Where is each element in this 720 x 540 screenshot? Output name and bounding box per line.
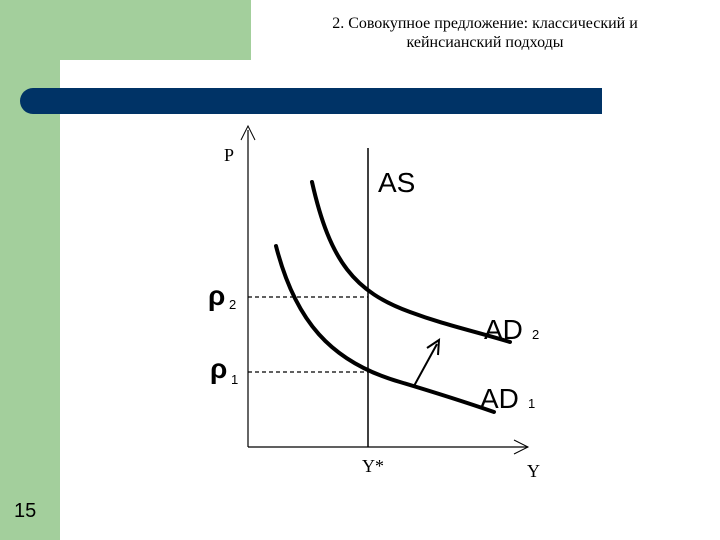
ad2-label: AD [484,314,523,345]
p1-label: ρ [210,353,228,384]
y-axis-label: P [224,145,235,165]
as-label: AS [378,167,416,198]
y-star-label: Y* [362,456,384,476]
page-number: 15 [14,500,37,522]
title-line-2: кейнсианский подходы [406,34,564,51]
shift-arrow [414,344,437,386]
p2-subscript: 2 [229,297,237,312]
ad1-subscript: 1 [528,396,536,411]
x-axis-label: Y [527,461,540,481]
p2-label: ρ [208,280,226,311]
ad2-curve [312,182,510,342]
ad2-subscript: 2 [532,327,540,342]
p1-subscript: 1 [231,372,239,387]
ad1-label: AD [480,383,519,414]
title-line-1: 2. Совокупное предложение: классический и [332,15,638,32]
